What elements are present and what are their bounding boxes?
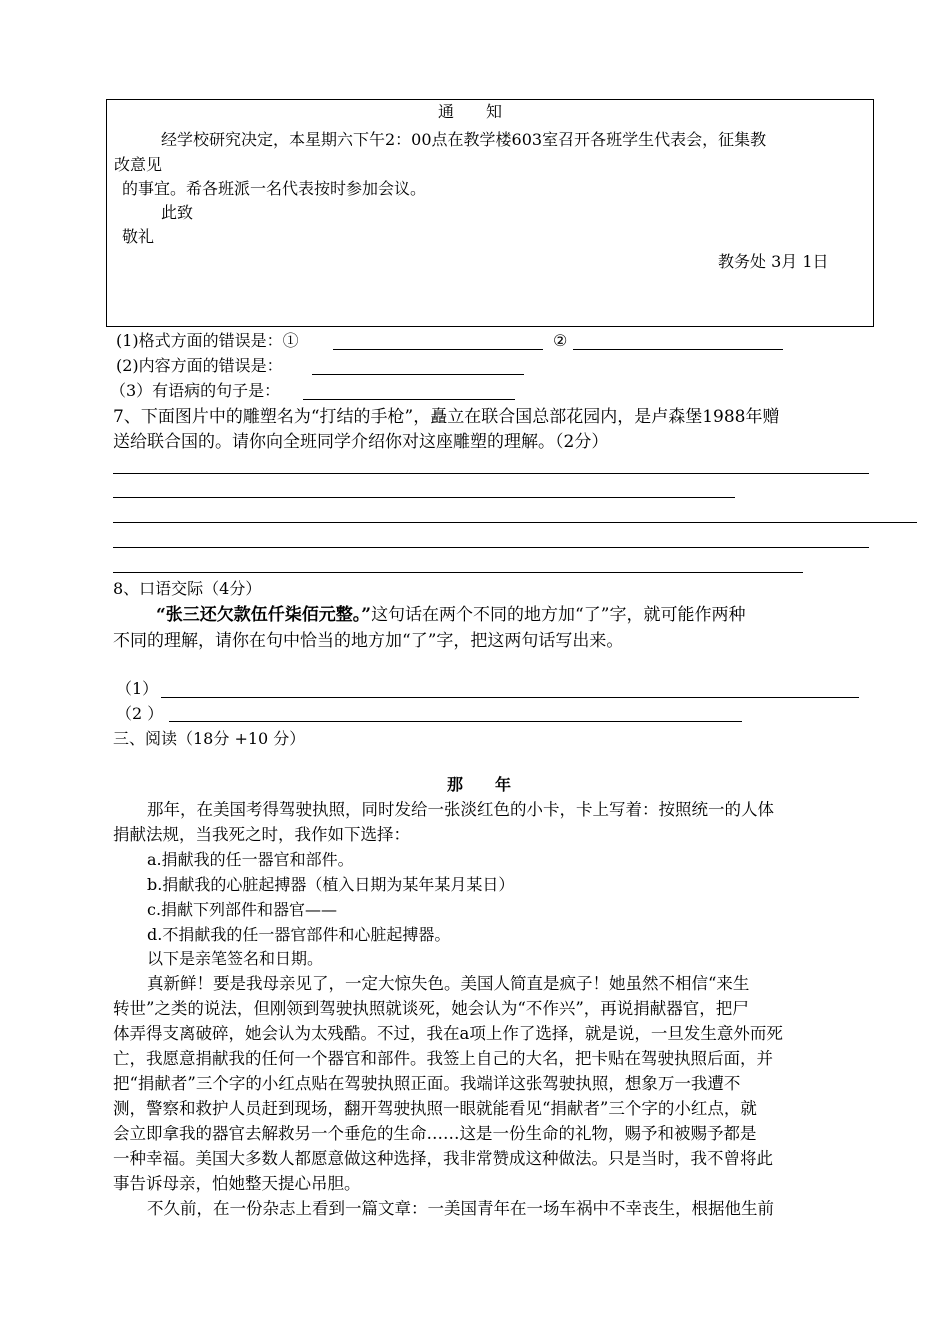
notice-title: 通 知 — [438, 102, 503, 121]
q8-quote: “张三还欠款伍仟柒佰元整。” — [156, 605, 372, 625]
q6-grammar-label: （3）有语病的句子是： — [110, 381, 281, 400]
article-line: 把“捐献者”三个字的小红点贴在驾驶执照正面。我端详这张驾驶执照，想象万一我遭不 — [113, 1074, 741, 1093]
q8-answer-2-label: （2 ） — [116, 704, 164, 723]
article-line: 事告诉母亲，怕她整天提心吊胆。 — [113, 1174, 361, 1193]
q6-content-label: (2)内容方面的错误是： — [116, 356, 283, 375]
q8-answer-1-blank[interactable] — [161, 697, 859, 698]
q6-format-blank-1[interactable] — [333, 349, 543, 350]
q7-answer-line-2[interactable] — [113, 497, 735, 498]
article-line: b.捐献我的心脏起搏器（植入日期为某年某月某日） — [147, 875, 515, 894]
notice-line-2: 改意见 — [114, 155, 163, 174]
q8-title: 8、口语交际（4分） — [113, 579, 262, 598]
q8-line-1 — [156, 604, 745, 626]
q7-answer-line-4[interactable] — [113, 547, 869, 548]
article-line: 不久前，在一份杂志上看到一篇文章：一美国青年在一场车祸中不幸丧生，根据他生前 — [147, 1199, 774, 1218]
q6-grammar-blank[interactable] — [303, 399, 515, 400]
notice-line-3: 的事宜。希各班派一名代表按时参加会议。 — [122, 179, 427, 198]
notice-line-5: 敬礼 — [122, 227, 155, 246]
article-line: c.捐献下列部件和器官—— — [147, 900, 338, 919]
q8-answer-2-blank[interactable] — [169, 721, 742, 722]
notice-signature: 教务处 3月 1日 — [718, 252, 829, 271]
q7-line-2: 送给联合国的。请你向全班同学介绍你对这座雕塑的理解。（2分） — [113, 432, 609, 452]
q7-answer-line-5[interactable] — [113, 572, 803, 573]
notice-line-4: 此致 — [161, 203, 194, 222]
notice-line-1: 经学校研究决定，本星期六下午2：00点在教学楼603室召开各班学生代表会，征集教 — [161, 130, 767, 149]
article-line: 会立即拿我的器官去解救另一个垂危的生命……这是一份生命的礼物，赐予和被赐予都是 — [113, 1124, 757, 1143]
q6-format-label-2: ② — [553, 331, 568, 350]
q7-answer-line-3[interactable] — [113, 522, 917, 523]
article-line: 亡，我愿意捐献我的任何一个器官和部件。我签上自己的大名，把卡贴在驾驶执照后面，并 — [113, 1049, 773, 1068]
article-line: 测，警察和救护人员赶到现场，翻开驾驶执照一眼就能看见“捐献者”三个字的小红点，就 — [113, 1099, 757, 1118]
article-line: 那年，在美国考得驾驶执照，同时发给一张淡红色的小卡，卡上写着：按照统一的人体 — [147, 800, 774, 819]
q7-line-1: 7、下面图片中的雕塑名为“打结的手枪”，矗立在联合国总部花园内，是卢森堡1988年赠 — [113, 407, 780, 427]
article-line: 以下是亲笔签名和日期。 — [147, 949, 324, 968]
article-line: a.捐献我的任一器官和部件。 — [147, 850, 354, 869]
article-line: 体弄得支离破碎，她会认为太残酷。不过，我在a项上作了选择，就是说，一旦发生意外而死 — [113, 1024, 783, 1043]
q7-answer-line-1[interactable] — [113, 473, 869, 474]
q6-format-label: (1)格式方面的错误是：① — [116, 331, 299, 350]
article-line: 转世”之类的说法，但刚领到驾驶执照就谈死，她会认为“不作兴”，再说捐献器官，把尸 — [113, 999, 749, 1018]
q6-content-blank[interactable] — [312, 374, 524, 375]
q8-line-2: 不同的理解，请你在句中恰当的地方加“了”字，把这两句话写出来。 — [113, 631, 624, 651]
section-3-title: 三、阅读（18分 +10 分） — [113, 729, 306, 748]
q8-line-1-rest: 这句话在两个不同的地方加“了”字，就可能作两种 — [371, 605, 746, 625]
article-line: 捐献法规，当我死之时，我作如下选择： — [113, 825, 410, 844]
article-line: 一种幸福。美国大多数人都愿意做这种选择，我非常赞成这种做法。只是当时，我不曾将此 — [113, 1149, 773, 1168]
article-title: 那 年 — [447, 775, 512, 794]
article-line: 真新鲜！要是我母亲见了，一定大惊失色。美国人简直是疯子！她虽然不相信“来生 — [147, 974, 750, 993]
article-line: d.不捐献我的任一器官部件和心脏起搏器。 — [147, 925, 451, 944]
q6-format-blank-2[interactable] — [573, 349, 783, 350]
q8-answer-1-label: （1） — [116, 679, 159, 698]
